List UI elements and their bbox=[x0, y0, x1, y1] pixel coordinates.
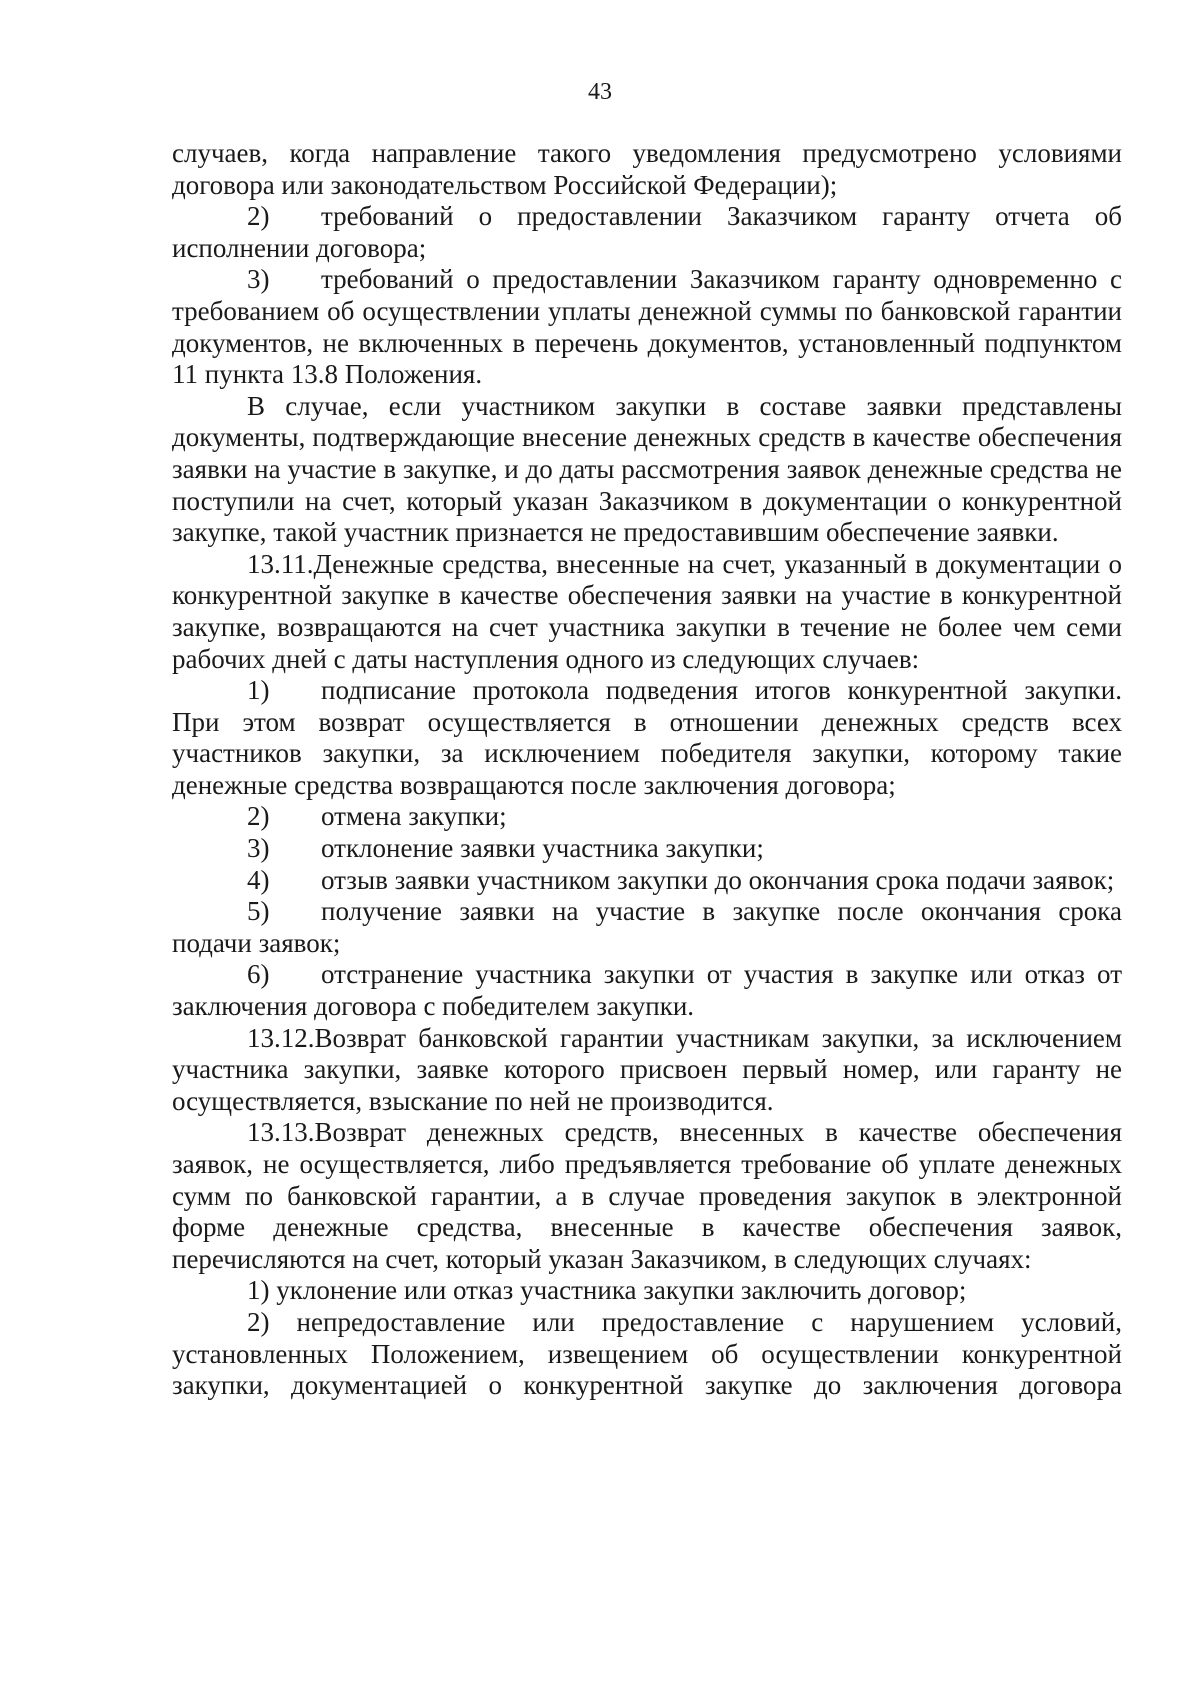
list-item-text: требований о предоставлении Заказчиком гаранту одновременно с требованием об осуществлении уплаты денежной суммы по банковской гарантии документов, не включенных в перечень документов, установленный подпунктом 11 пункта 13.8 Положения. bbox=[172, 264, 1122, 390]
list-item-2 bbox=[172, 201, 1122, 264]
list-number: 4) bbox=[247, 864, 270, 895]
list-item-text: получение заявки на участие в закупке после окончания срока подачи заявок; bbox=[172, 896, 1122, 958]
list-item-2 bbox=[172, 801, 1122, 833]
list-number: 1) bbox=[247, 675, 270, 706]
list-item-text: отмена закупки; bbox=[321, 801, 507, 832]
list-number: 2) bbox=[247, 201, 270, 232]
list-number: 2) bbox=[247, 801, 270, 832]
list-number: 6) bbox=[247, 959, 270, 990]
list-item-1 bbox=[172, 675, 1122, 801]
paragraph-continuation: случаев, когда направление такого уведомления предусмотрено условиями договора или законодательством Российской Федерации); bbox=[172, 138, 1122, 200]
list-item-text: отзыв заявки участником закупки до окончания срока подачи заявок; bbox=[321, 864, 1115, 895]
list-item-4 bbox=[172, 865, 1122, 897]
list-item-3 bbox=[172, 264, 1122, 390]
list-item-text: требований о предоставлении Заказчиком гаранту отчета об исполнении договора; bbox=[172, 201, 1122, 263]
list-number: 3) bbox=[247, 833, 270, 864]
paragraph-security-not-received: В случае, если участником закупки в составе заявки представлены документы, подтверждающие внесение денежных средств в качестве обеспечения заявки на участие в закупке, и до даты рассмотрения заявок денежные средства не поступили на счет, который указан Заказчиком в документации о конкурентной закупке, такой участник признается не предоставившим обеспечение заявки. bbox=[172, 390, 1122, 548]
clause-13-12: 13.12.Возврат банковской гарантии участникам закупки, за исключением участника закупки, заявке которого присвоен первый номер, или гаранту не осуществляется, взыскание по ней не производится. bbox=[172, 1022, 1122, 1116]
clause-13-13-item-1: 1) уклонение или отказ участника закупки заключить договор; bbox=[247, 1275, 967, 1306]
list-item-text: отклонение заявки участника закупки; bbox=[321, 833, 764, 864]
clause-13-13: 13.13.Возврат денежных средств, внесенных в качестве обеспечения заявок, не осуществляется, либо предъявляется требование об уплате денежных сумм по банковской гарантии, а в случае проведения закупок в электронной форме денежные средства, внесенные в качестве обеспечения заявок, перечисляются на счет, который указан Заказчиком, в следующих случаях: bbox=[172, 1117, 1122, 1274]
document-body bbox=[172, 138, 1122, 1402]
page-number: 43 bbox=[588, 79, 612, 105]
list-item-text: подписание протокола подведения итогов конкурентной закупки. При этом возврат осуществляется в отношении денежных средств всех участников закупки, за исключением победителя закупки, которому такие денежные средства возвращаются после заключения договора; bbox=[172, 675, 1122, 800]
list-item-text: отстранение участника закупки от участия в закупке или отказ от заключения договора с победителем закупки. bbox=[172, 959, 1122, 1022]
list-item-3 bbox=[172, 833, 1122, 865]
list-number: 3) bbox=[247, 264, 270, 295]
list-number: 5) bbox=[247, 896, 270, 927]
list-item-5 bbox=[172, 896, 1122, 959]
list-item-6 bbox=[172, 959, 1122, 1022]
clause-13-11: 13.11.Денежные средства, внесенные на счет, указанный в документации о конкурентной закупке в качестве обеспечения заявки на участие в конкурентной закупке, возвращаются на счет участника закупки в течение не более чем семи рабочих дней с даты наступления одного из следующих случаев: bbox=[172, 548, 1122, 674]
clause-13-13-item-2: 2) непредоставление или предоставление с нарушением условий, установленных Положением, извещением об осуществлении конкурентной закупки, документацией о конкурентной закупке до заключения договора bbox=[172, 1306, 1122, 1401]
